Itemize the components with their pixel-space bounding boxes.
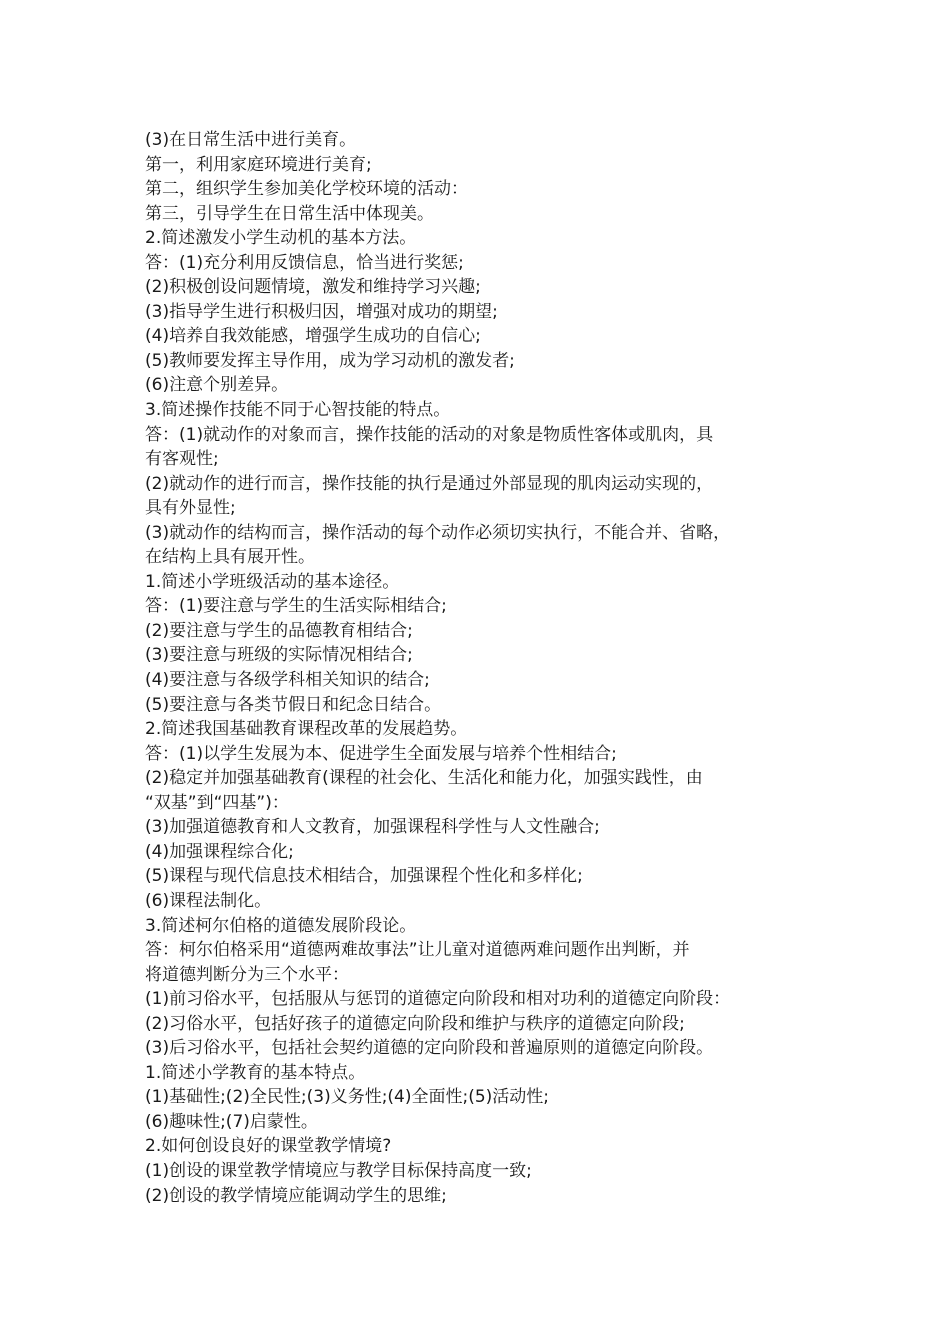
document-body [145, 128, 835, 1208]
question-heading: 3.简述操作技能不同于心智技能的特点。 [145, 400, 451, 421]
question-heading: 3.简述柯尔伯格的道德发展阶段论。 [145, 915, 417, 936]
text-line: 在结构上具有展开性。 [145, 547, 315, 568]
text-line: (2)习俗水平，包括好孩子的道德定向阶段和维护与秩序的道德定向阶段; [145, 1013, 685, 1034]
text-line: 有客观性; [145, 449, 219, 470]
question-heading: 2.简述我国基础教育课程改革的发展趋势。 [145, 719, 468, 740]
text-line: (4)加强课程综合化; [145, 841, 294, 862]
question-heading: 2.如何创设良好的课堂教学情境? [145, 1136, 392, 1157]
text-line: 第二，组织学生参加美化学校环境的活动： [145, 179, 468, 200]
text-line: (2)积极创设问题情境，激发和维持学习兴趣; [145, 277, 481, 298]
text-line: 具有外显性; [145, 498, 236, 519]
text-line: 答：(1)要注意与学生的生活实际相结合; [145, 596, 447, 617]
text-line: 答：柯尔伯格采用“道德两难故事法”让儿童对道德两难问题作出判断，并 [145, 940, 690, 961]
text-line: (3)指导学生进行积极归因，增强对成功的期望; [145, 301, 498, 322]
text-line: (1)前习俗水平，包括服从与惩罚的道德定向阶段和相对功利的道德定向阶段： [145, 989, 731, 1010]
text-line: 答：(1)就动作的对象而言，操作技能的活动的对象是物质性客体或肌肉，具 [145, 424, 714, 445]
text-line: (3)要注意与班级的实际情况相结合; [145, 645, 413, 666]
text-line: (3)在日常生活中进行美育。 [145, 130, 357, 150]
question-heading: 2.简述激发小学生动机的基本方法。 [145, 228, 417, 249]
text-line: (3)就动作的结构而言，操作活动的每个动作必须切实执行，不能合并、省略， [145, 522, 731, 543]
text-line: (1)基础性;(2)全民性;(3)义务性;(4)全面性;(5)活动性; [145, 1087, 550, 1108]
text-line: 第一，利用家庭环境进行美育; [145, 154, 372, 175]
text-line: (4)要注意与各级学科相关知识的结合; [145, 670, 430, 691]
text-line: (3)加强道德教育和人文教育，加强课程科学性与人文性融合; [145, 817, 600, 838]
text-line: 答：(1)充分利用反馈信息，恰当进行奖惩; [145, 252, 464, 273]
text-line: “双基”到“四基”)： [145, 792, 289, 813]
text-line: (6)趣味性;(7)启蒙性。 [145, 1111, 318, 1132]
text-line: (3)后习俗水平，包括社会契约道德的定向阶段和普遍原则的道德定向阶段。 [145, 1038, 714, 1059]
text-line: (4)培养自我效能感，增强学生成功的自信心; [145, 326, 481, 347]
text-line: (5)要注意与各类节假日和纪念日结合。 [145, 694, 442, 715]
question-heading: 1.简述小学班级活动的基本途径。 [145, 571, 400, 592]
text-line: (2)就动作的进行而言，操作技能的执行是通过外部显现的肌肉运动实现的， [145, 473, 714, 494]
question-heading: 1.简述小学教育的基本特点。 [145, 1062, 366, 1083]
text-line: (1)创设的课堂教学情境应与教学目标保持高度一致; [145, 1160, 532, 1181]
text-line: (5)教师要发挥主导作用，成为学习动机的激发者; [145, 350, 515, 371]
text-line: (6)课程法制化。 [145, 890, 272, 911]
text-line: (2)要注意与学生的品德教育相结合; [145, 620, 413, 641]
text-line: (6)注意个别差异。 [145, 375, 289, 396]
text-line: (5)课程与现代信息技术相结合，加强课程个性化和多样化; [145, 866, 583, 887]
text-line: 答：(1)以学生发展为本、促进学生全面发展与培养个性相结合; [145, 743, 617, 764]
text-line: (2)稳定并加强基础教育(课程的社会化、生活化和能力化，加强实践性，由 [145, 768, 703, 789]
text-line: (2)创设的教学情境应能调动学生的思维; [145, 1185, 447, 1206]
text-line: 第三，引导学生在日常生活中体现美。 [145, 203, 434, 224]
text-line: 将道德判断分为三个水平： [145, 964, 349, 985]
